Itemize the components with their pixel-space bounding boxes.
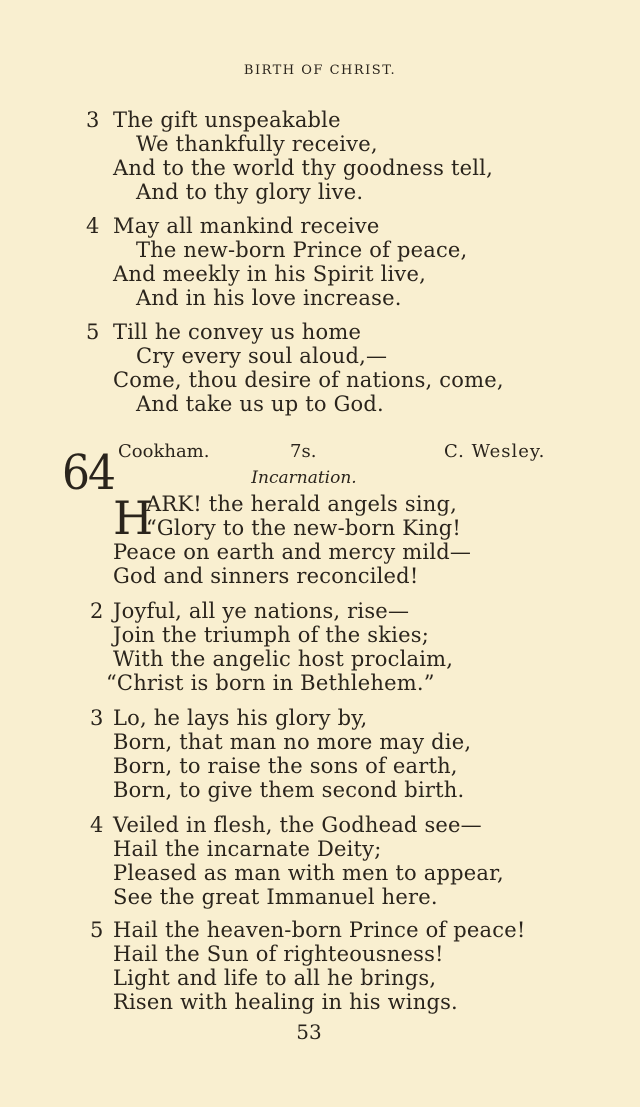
- verse-line: Joyful, all ye nations, rise—: [113, 599, 410, 623]
- drop-cap: H: [113, 491, 154, 545]
- verse-line: Hail the incarnate Deity;: [113, 837, 382, 861]
- verse-line: Born, to raise the sons of earth,: [113, 754, 458, 778]
- meter: 7s.: [290, 441, 317, 462]
- verse-line: Peace on earth and mercy mild—: [113, 540, 472, 564]
- tune-name: Cookham.: [118, 441, 210, 462]
- verse-line: And take us up to God.: [136, 392, 384, 416]
- verse-line: Come, thou desire of nations, come,: [113, 368, 504, 392]
- verse-line: With the angelic host proclaim,: [113, 647, 454, 671]
- hymn-number: 64: [62, 445, 114, 501]
- verse-line: Lo, he lays his glory by,: [113, 706, 368, 730]
- verse-number: 5: [86, 320, 100, 344]
- verse-line: God and sinners reconciled!: [113, 564, 419, 588]
- verse-line: Born, that man no more may die,: [113, 730, 472, 754]
- verse-line: ARK! the herald angels sing,: [146, 492, 458, 516]
- verse-line: “Christ is born in Bethlehem.”: [106, 671, 435, 695]
- verse-number: 3: [86, 108, 100, 132]
- verse-number: 5: [90, 918, 104, 942]
- verse-number: 4: [86, 214, 100, 238]
- verse-line: And meekly in his Spirit live,: [113, 262, 426, 286]
- verse-line: Light and life to all he brings,: [113, 966, 437, 990]
- verse-line: And to the world thy goodness tell,: [113, 156, 493, 180]
- verse-number: 3: [90, 706, 104, 730]
- verse-line: May all mankind receive: [113, 214, 380, 238]
- running-head: BIRTH OF CHRIST.: [243, 63, 397, 78]
- verse-line: We thankfully receive,: [136, 132, 378, 156]
- hymn-subtitle: Incarnation.: [251, 468, 357, 488]
- verse-line: Join the triumph of the skies;: [113, 623, 429, 647]
- verse-line: Risen with healing in his wings.: [113, 990, 458, 1014]
- verse-line: See the great Immanuel here.: [113, 885, 438, 909]
- verse-line: Till he convey us home: [113, 320, 362, 344]
- verse-line: The gift unspeakable: [113, 108, 341, 132]
- verse-line: “Glory to the new-born King!: [146, 516, 462, 540]
- verse-number: 2: [90, 599, 104, 623]
- verse-line: And in his love increase.: [136, 286, 402, 310]
- author: C. Wesley.: [444, 441, 546, 462]
- page-number: 53: [296, 1020, 322, 1044]
- verse-line: Hail the heaven-born Prince of peace!: [113, 918, 526, 942]
- verse-line: Hail the Sun of righteousness!: [113, 942, 444, 966]
- verse-line: Pleased as man with men to appear,: [113, 861, 504, 885]
- verse-line: The new-born Prince of peace,: [136, 238, 468, 262]
- verse-line: Veiled in flesh, the Godhead see—: [113, 813, 482, 837]
- verse-line: Cry every soul aloud,—: [136, 344, 388, 368]
- verse-line: Born, to give them second birth.: [113, 778, 465, 802]
- verse-number: 4: [90, 813, 104, 837]
- verse-line: And to thy glory live.: [136, 180, 364, 204]
